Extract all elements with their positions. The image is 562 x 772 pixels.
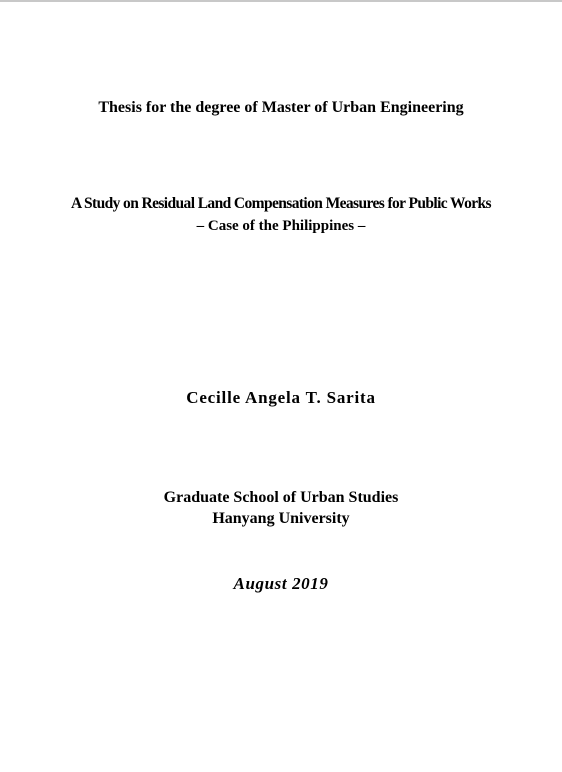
degree-statement: Thesis for the degree of Master of Urban Engineering: [98, 99, 464, 116]
thesis-title: A Study on Residual Land Compensation Measures for Public Works: [71, 195, 491, 212]
submission-date: August 2019: [233, 574, 329, 593]
university-name: Hanyang University: [212, 510, 350, 527]
graduate-school: Graduate School of Urban Studies: [163, 489, 399, 506]
thesis-subtitle: – Case of the Philippines –: [196, 218, 366, 234]
author-name: Cecille Angela T. Sarita: [186, 388, 376, 407]
